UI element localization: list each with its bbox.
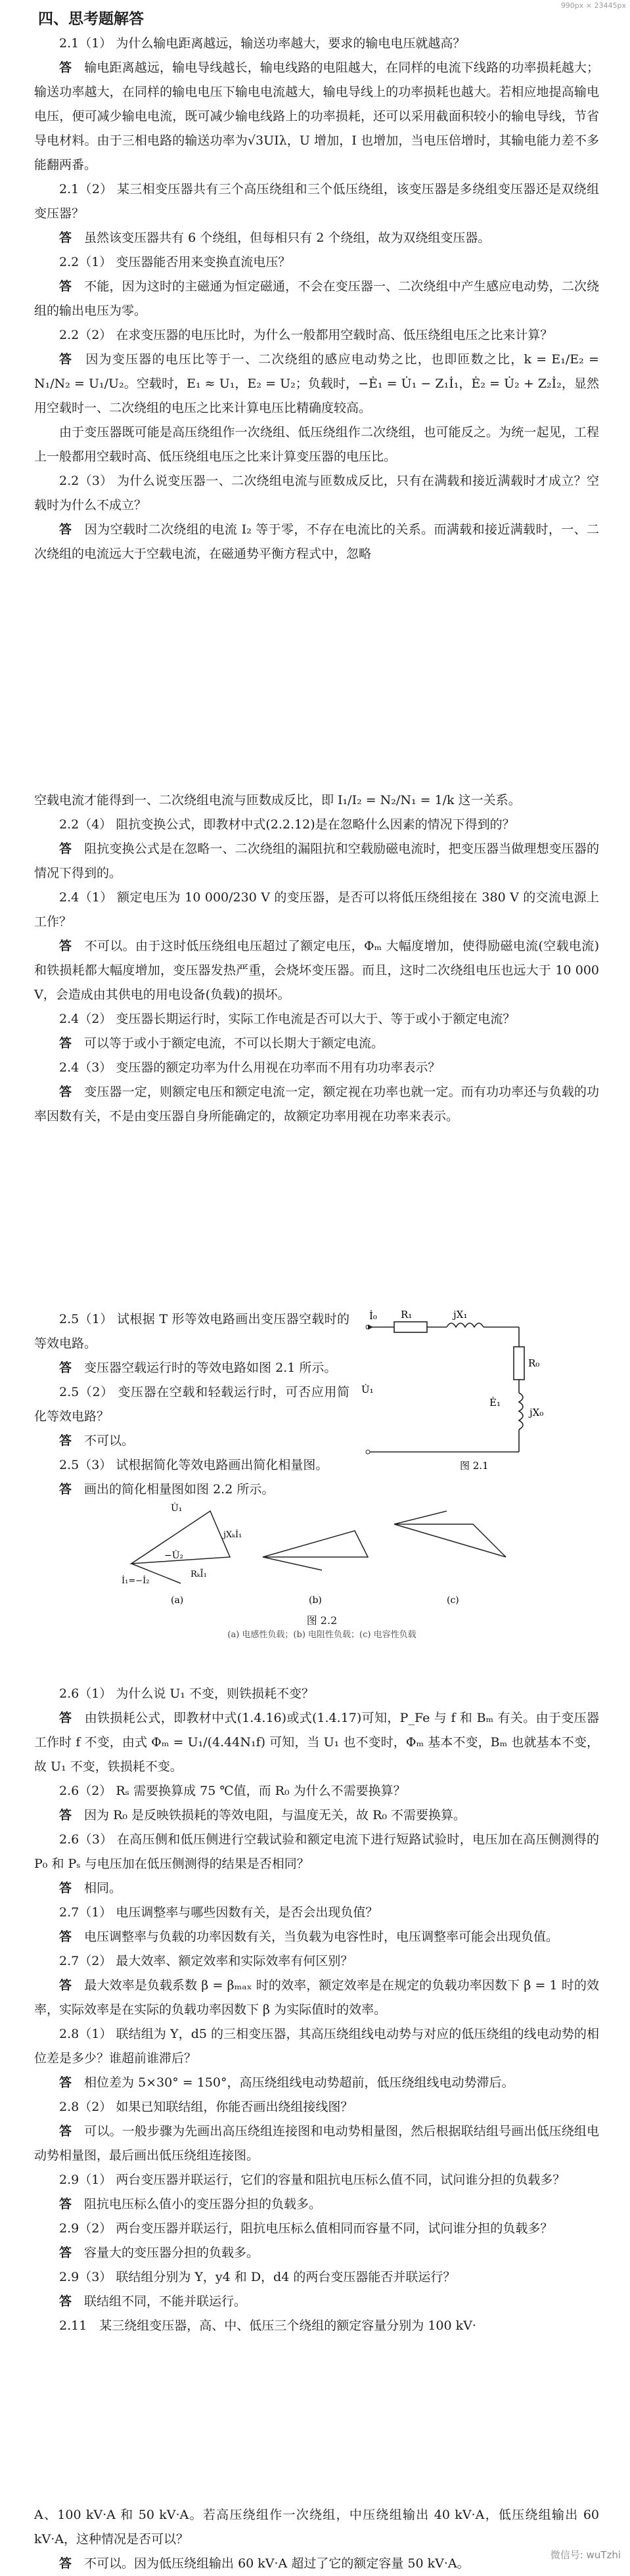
watermark: 微信号: wuTzhi [550,2549,621,2561]
answer-paragraph [34,934,599,1007]
question-paragraph [34,2095,599,2119]
fig2a-xk: jXₖİ₁ [223,1530,242,1540]
paragraph-text: 不可以。因为低压绕组输出 60 kV·A 超过了它的额定容量 50 kV·A。 [84,2556,470,2571]
paragraph-text: 阻抗变换公式是在忽略一、二次绕组的漏阻抗和空载励磁电流时，把变压器当做理想变压器的情况下得到的。 [34,842,599,880]
figure-2-1 [355,1307,591,1472]
figure-2-caption: 图 2.2 [306,1614,338,1627]
phasor-diagrams [118,1485,526,1610]
paragraph-text: 2.8（1） 联结组为 Y，d5 的三相变压器，其高压绕组线电动势与对应的低压绕组的线电动势的相位差是多少？谁超前谁滞后？ [34,2027,599,2066]
question-paragraph [34,1949,599,1974]
fig2a-u2: −U̇₂ [164,1550,184,1561]
paragraph-text: 2.2（2） 在求变压器的电压比时，为什么一般都用空载时高、低压绕组电压之比来计算？ [59,328,553,342]
paragraph-text: 不可以。 [84,1434,135,1448]
paragraph-text: 2.9（2） 两台变压器并联运行，阻抗电压标么值相同而容量不同，试问谁分担的负载多？ [59,2221,553,2236]
answer-tag: 答 [59,939,72,953]
question-paragraph [34,886,599,934]
paragraph-text: 2.4（2） 变压器长期运行时，实际工作电流是否可以大于、等于或小于额定电流？ [59,1012,516,1026]
text-block-3 [34,1307,349,1502]
label-x0: jX₀ [529,1407,544,1418]
paragraph-text: 2.6（2） Rₛ 需要换算成 75 ℃值，而 R₀ 为什么不需要换算？ [59,1784,406,1798]
answer-tag: 答 [59,2246,72,2260]
answer-tag: 答 [59,842,72,856]
answer-tag: 答 [59,2556,72,2571]
paragraph-text: 2.7（1） 电压调整率与哪些因数有关，是否会出现负值？ [59,1905,378,1920]
fig2a-u1: U̇₁ [171,1503,183,1514]
fig2a-rk: RₖĪ₁ [191,1570,207,1579]
answer-tag: 答 [59,1881,72,1895]
paragraph-text: 变压器空载运行时的等效电路如图 2.1 所示。 [84,1361,337,1375]
question-paragraph [34,177,599,226]
paragraph-text: 2.4（1） 额定电压为 10 000/230 V 的变压器，是否可以将低压绕组接在 380 V 的交流电源上工作？ [34,890,599,929]
paragraph-text: 由于变压器既可能是高压绕组作一次绕组、低压绕组作二次绕组，也可能反之。为统一起见，工程上一般都用空载时高、低压绕组电压之比来计算变压器的电压比。 [34,425,599,464]
paragraph-text: 相位差为 5×30° = 150°，高压绕组线电动势超前，低压绕组线电动势滞后。 [84,2075,514,2090]
question-paragraph [34,1682,599,1706]
paragraph-text: 联结组不同，不能并联运行。 [84,2294,247,2309]
paragraph-text: 由铁损耗公式，即教材中式(1.4.16)或式(1.4.17)可知，P_Fe 与 f 和 Bₘ 有关。由于变压器工作时 f 不变，由式 Φₘ = U₁/(4.44N₁f) 可知，当 U₁ 也不变时，Φₘ 基本不变，Bₘ 也就基本不变，故 U₁ 不变，铁损耗不变。 [34,1711,599,1774]
answer-tag: 答 [59,2294,72,2309]
answer-tag: 答 [59,522,72,537]
answer-paragraph [34,1974,599,2022]
answer-tag: 答 [59,2197,72,2211]
paragraph-text: 变压器一定，则额定电压和额定电流一定，额定视在功率也就一定。而有功功率还与负载的功率因数有关，不是由变压器自身所能确定的，故额定功率用视在功率来表示。 [34,1085,599,1123]
question-paragraph [34,1779,599,1803]
answer-paragraph [34,1803,599,1828]
answer-tag: 答 [59,1808,72,1822]
paragraph-text: 2.6（3） 在高压侧和低压侧进行空载试验和额定电流下进行短路试验时，电压加在高压侧测得的 P₀ 和 Pₛ 与电压加在低压侧测得的结果是否相同？ [34,1832,599,1871]
answer-paragraph [34,2192,599,2217]
paragraph-text: 2.9（1） 两台变压器并联运行，它们的容量和阻抗电压标么值不同，试问谁分担的负载多？ [59,2173,566,2187]
text-block-2 [34,788,599,1129]
paragraph-text: 电压调整率与负载的功率因数有关，当负载为电容性时，电压调整率可能会出现负值。 [84,1930,559,1944]
answer-tag: 答 [59,1434,72,1448]
answer-paragraph [34,1356,349,1380]
answer-tag: 答 [59,1978,72,1993]
answer-paragraph [34,2071,599,2095]
equivalent-circuit-diagram [355,1307,591,1472]
paragraph-text: 空载电流才能得到一、二次绕组电流与匝数成反比，即 I₁/I₂ = N₂/N₁ = 1/k 这一关系。 [34,793,521,807]
text-block-1 [34,32,599,566]
question-paragraph [34,2168,599,2192]
answer-paragraph [34,348,599,420]
answer-paragraph [34,56,599,177]
label-e1: Ė₁ [489,1397,501,1409]
answer-paragraph [34,1876,599,1901]
text-block-5 [34,2503,599,2576]
paragraph-text: 不可以。由于这时低压绕组电压超过了额定电压，Φₘ 大幅度增加，使得励磁电流(空载电流)和铁损耗都大幅度增加，变压器发热严重，会烧坏变压器。而且，这时二次绕组电压也远大于 10 000 V，会造成由其供电的用电设备(负载)的损坏。 [34,939,599,1002]
answer-tag: 答 [59,352,73,367]
question-paragraph [34,1056,599,1080]
paragraph-text: 2.6（1） 为什么说 U₁ 不变，则铁损耗不变？ [59,1686,315,1701]
section-heading: 四、思考题解答 [38,10,144,28]
paragraph-text: 2.1（1） 为什么输电距离越远，输送功率越大，要求的输电电压就越高？ [59,36,466,51]
label-r1: R₁ [401,1309,413,1321]
paragraph-text: 2.5（2） 变压器在空载和轻载运行时，可否应用简化等效电路？ [34,1385,349,1424]
question-paragraph [34,2314,599,2338]
answer-tag: 答 [59,2124,72,2138]
figure-2-subcaption: (a) 电感性负载；(b) 电阻性负载；(c) 电容性负载 [227,1630,416,1640]
paragraph-text: 最大效率是负载系数 β = βₘₐₓ 时的效率，额定效率是在规定的负载功率因数下 β = 1 时的效率，实际效率是在实际的负载功率因数下 β 为实际值时的效率。 [34,1978,599,2017]
paragraph-text: 可以等于或小于额定电流，不可以长期大于额定电流。 [84,1036,384,1051]
label-x1: jX₁ [453,1309,468,1321]
paragraph-text: 2.7（2） 最大效率、额定效率和实际效率有何区别？ [59,1954,353,1968]
question-paragraph [34,2265,599,2290]
paragraph-text: 阻抗电压标么值小的变压器分担的负载多。 [84,2197,322,2211]
answer-paragraph [34,275,599,323]
answer-tag: 答 [59,279,72,294]
answer-tag: 答 [59,1085,72,1099]
question-paragraph [34,1453,349,1478]
answer-tag: 答 [59,1361,72,1375]
paragraph-text: 输电距离越远，输电导线越长，输电线路的电阻越大，在同样的电流下线路的功率损耗越大；输送功率越大，在同样的输电电压下输电电流越大，输电导线上的功率损耗也越大。若相应地提高输电电压，便可减少输电电流，既可减少输电线路上的功率损耗，还可以采用截面积较小的输电导线，节省导电材料。由于三相电路的输送功率为√3UIλ，U 增加，I 也增加，当电压倍增时，其输电能力差不多能翻两番。 [34,60,599,172]
answer-paragraph [34,1429,349,1453]
answer-paragraph [34,1925,599,1949]
label-r0: R₀ [528,1357,540,1369]
answer-tag: 答 [59,60,72,75]
answer-paragraph [34,1031,599,1056]
fig2a-i1: İ₁=−İ₂ [122,1576,150,1586]
question-paragraph [34,250,599,275]
answer-paragraph [34,226,599,250]
answer-paragraph [34,420,599,469]
paragraph-text: 不能，因为这时的主磁通为恒定磁通，不会在变压器一、二次绕组中产生感应电动势，二次绕组的输出电压为零。 [34,279,599,318]
paragraph-text: 2.2（3） 为什么说变压器一、二次绕组电流与匝数成反比，只有在满载和接近满载时才成立？空载时为什么不成立？ [34,474,599,512]
text-block-4 [34,1682,599,2338]
paragraph-text: 2.9（3） 联结组分别为 Y，y4 和 D，d4 的两台变压器能否并联运行？ [59,2270,456,2284]
question-paragraph [34,1828,599,1876]
paragraph-text: 因为空载时二次绕组的电流 I₂ 等于零，不存在电流比的关系。而满载和接近满载时，一、二次绕组的电流远大于空载电流，在磁通势平衡方程式中，忽略 [34,522,599,561]
paragraph-text: 2.2（4） 阻抗变换公式，即教材中式(2.2.12)是在忽略什么因素的情况下得到的？ [59,817,515,832]
question-paragraph [34,1901,599,1925]
paragraph-text: 2.4（3） 变压器的额定功率为什么用视在功率而不用有功功率表示？ [59,1060,441,1075]
label-i0: İ₀ [369,1310,377,1322]
paragraph-text: 可以。一般步骤为先画出高压绕组连接图和电动势相量图，然后根据联结组号画出低压绕组电动势相量图，最后画出低压绕组连接图。 [34,2124,599,2163]
answer-paragraph [34,837,599,886]
paragraph-text: 2.8（2） 如果已知联结组，你能否画出绕组接线图？ [59,2100,353,2114]
answer-tag: 答 [59,1711,72,1725]
paragraph-text: 2.11 某三绕组变压器，高、中、低压三个绕组的额定容量分别为 100 kV· [59,2318,476,2333]
paragraph-text: 虽然该变压器共有 6 个绕组，但每相只有 2 个绕组，故为双绕组变压器。 [84,231,491,245]
question-paragraph [34,2217,599,2241]
answer-paragraph [34,2119,599,2168]
answer-tag: 答 [59,231,72,245]
continued-paragraph [34,788,599,813]
answer-paragraph [34,1080,599,1129]
fig2-panel-c: (c) [447,1595,459,1606]
figure-1-caption: 图 2.1 [460,1460,489,1472]
question-paragraph [34,469,599,518]
paragraph-text: 2.2（1） 变压器能否用来变换直流电压？ [59,255,291,269]
label-u1: U̇₁ [361,1384,374,1395]
paragraph-text: 因为变压器的电压比等于一、二次绕组的感应电动势之比，也即匝数之比，k = E₁/E₂ = N₁/N₂ = U₁/U₂。空载时，E₁ ≈ U₁，E₂ = U₂；负载时，−Ė₁ = U̇₁ − Z₁İ₁，Ė₂ = U̇₂ + Z₂İ₂，显然用空载时一、二次绕组的电压之比来计算电压比精确度较高。 [34,352,599,415]
figure-2-2 [118,1485,526,1640]
paragraph-text: A、100 kV·A 和 50 kV·A。若高压绕组作一次绕组，中压绕组输出 40 kV·A，低压绕组输出 60 kV·A，这种情况是否可以？ [34,2508,599,2546]
answer-paragraph [34,518,599,566]
image-size-note: 990px × 23445px [560,1,626,10]
paragraph-text: 2.5（3） 试根据简化等效电路画出简化相量图。 [59,1458,328,1472]
answer-tag: 答 [59,1482,72,1497]
paragraph-text: 画出的简化相量图如图 2.2 所示。 [84,1482,275,1497]
answer-paragraph [34,2552,599,2576]
answer-paragraph [34,2241,599,2265]
question-paragraph [34,1007,599,1031]
question-paragraph [34,32,599,56]
answer-tag: 答 [59,1930,72,1944]
answer-tag: 答 [59,2075,72,2090]
fig2-panel-b: (b) [309,1595,322,1606]
question-paragraph [34,2022,599,2071]
answer-tag: 答 [59,1036,72,1051]
question-paragraph [34,1380,349,1429]
question-paragraph [34,323,599,348]
answer-paragraph [34,2290,599,2314]
fig2-panel-a: (a) [171,1595,184,1606]
answer-paragraph [34,1706,599,1779]
paragraph-text: 相同。 [84,1881,122,1895]
question-paragraph [34,1307,349,1356]
paragraph-text: 因为 R₀ 是反映铁损耗的等效电阻，与温度无关，故 R₀ 不需要换算。 [84,1808,466,1822]
paragraph-text: 2.1（2） 某三相变压器共有三个高压绕组和三个低压绕组，该变压器是多绕组变压器还是双绕组变压器？ [34,182,599,221]
question-paragraph [34,813,599,837]
paragraph-text: 2.5（1） 试根据 T 形等效电路画出变压器空载时的等效电路。 [34,1312,349,1351]
continued-paragraph [34,2503,599,2552]
paragraph-text: 容量大的变压器分担的负载多。 [84,2246,259,2260]
